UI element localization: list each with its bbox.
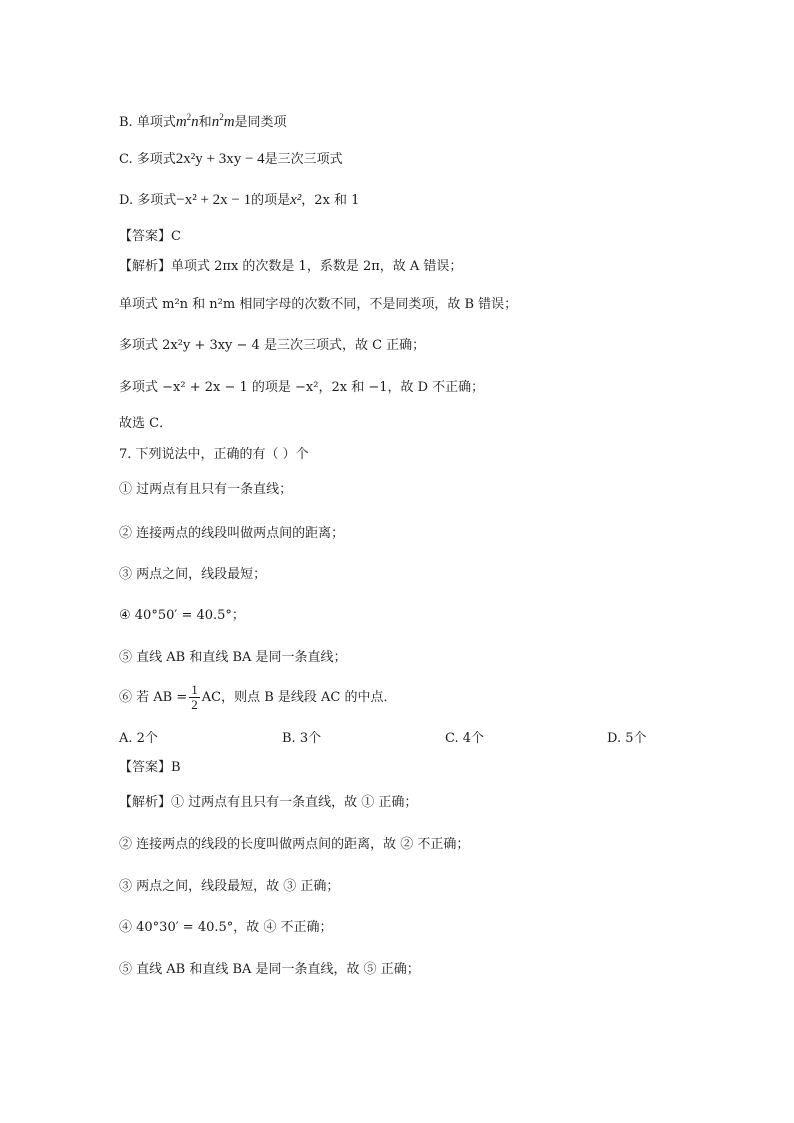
- answer-6: 【答案】C: [119, 229, 181, 244]
- explanation-7-line-1: 【解析】① 过两点有且只有一条直线，故 ① 正确；: [119, 795, 418, 810]
- statement-2: ② 连接两点的线段叫做两点间的距离；: [119, 526, 345, 541]
- choice-d: D. 5个: [607, 731, 647, 746]
- explanation-6-line-3: 多项式 2x²y + 3xy − 4 是三次三项式，故 C 正确；: [119, 338, 426, 353]
- statement-3: ③ 两点之间，线段最短；: [119, 567, 267, 582]
- statement-5: ⑤ 直线 AB 和直线 BA 是同一条直线；: [119, 650, 347, 665]
- choice-b: B. 3个: [282, 731, 322, 746]
- explanation-6-line-1: 【解析】单项式 2πx 的次数是 1，系数是 2π，故 A 错误；: [119, 259, 463, 274]
- option-d: D. 多项式−x² + 2x − 1的项是x²，2x 和 1: [119, 192, 360, 208]
- choice-a: A. 2个: [119, 731, 158, 746]
- choice-c: C. 4个: [445, 731, 485, 746]
- answer-7: 【答案】B: [119, 760, 181, 775]
- statement-4: ④ 40°50′ = 40.5°；: [119, 608, 245, 623]
- explanation-6-line-5: 故选 C．: [119, 416, 173, 431]
- explanation-7-line-3: ③ 两点之间，线段最短，故 ③ 正确；: [119, 879, 340, 894]
- explanation-7-line-5: ⑤ 直线 AB 和直线 BA 是同一条直线，故 ⑤ 正确；: [119, 962, 420, 977]
- option-c: C. 多项式2x²y + 3xy − 4是三次三项式: [119, 151, 343, 167]
- fraction-one-half: $\frac{1}{2}$: [191, 682, 198, 712]
- statement-6: ⑥ 若 AB = $\frac{1}{2}$ AC，则点 B 是线段 AC 的中点．: [119, 682, 397, 712]
- statement-1: ① 过两点有且只有一条直线；: [119, 482, 293, 497]
- question-7-stem: 7. 下列说法中，正确的有（ ）个: [119, 447, 309, 462]
- explanation-6-line-4: 多项式 −x² + 2x − 1 的项是 −x²，2x 和 −1，故 D 不正确；: [119, 380, 485, 395]
- option-b: B. 单项式$m^2n$和$n^2m$是同类项: [119, 112, 287, 130]
- explanation-7-line-2: ② 连接两点的线段的长度叫做两点间的距离，故 ② 不正确；: [119, 837, 470, 852]
- explanation-6-line-2: 单项式 m²n 和 n²m 相同字母的次数不同，不是同类项，故 B 错误；: [119, 297, 518, 312]
- explanation-7-line-4: ④ 40°30′ = 40.5°，故 ④ 不正确；: [119, 920, 333, 935]
